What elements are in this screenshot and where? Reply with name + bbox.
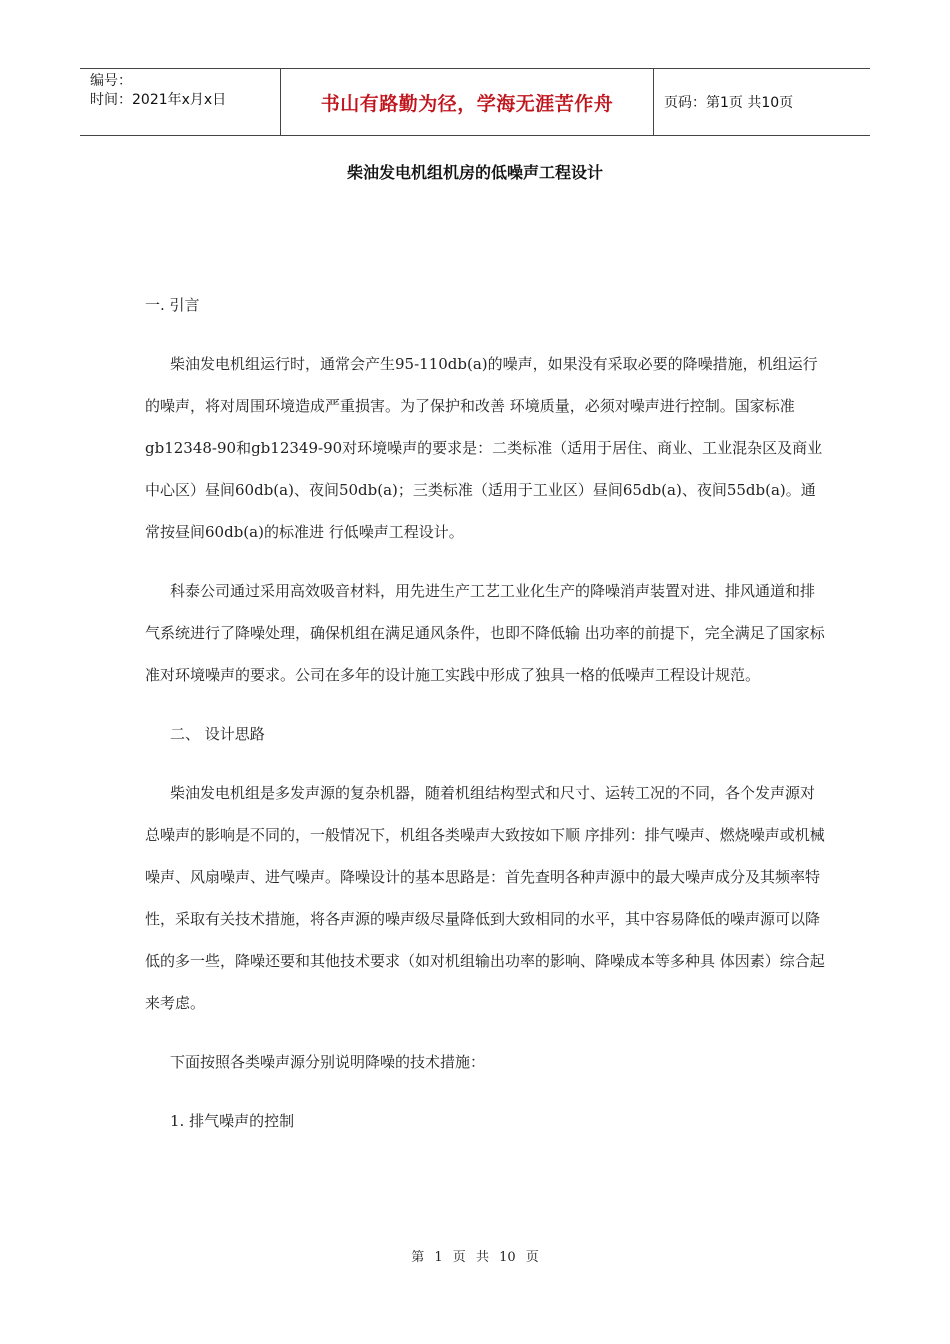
header-motto-cell	[281, 69, 654, 135]
footer-total-num: 10	[499, 1250, 516, 1265]
design-paragraph-1: 柴油发电机组是多发声源的复杂机器，随着机组结构型式和尺寸、运转工况的不同，各个发声源对总噪声的影响是不同的，一般情况下，机组各类噪声大致按如下顺 序排列：排气噪声、燃烧噪声或机械噪声、风扇噪声、进气噪声。降噪设计的基本思路是：首先查明各种声源中的最大噪声成分及其频率特性，采取有关技术措施，将各声源的噪声级尽量降低到大致相同的水平，其中容易降低的噪声源可以降低的多一些，降噪还要和其他技术要求（如对机组输出功率的影响、降噪成本等多种具 体因素）综合起来考虑。	[145, 784, 825, 1012]
document-title: 柴油发电机组机房的低噪声工程设计	[346, 163, 603, 182]
footer-page-word: 第	[411, 1250, 425, 1265]
design-paragraph-2: 下面按照各类噪声源分别说明降噪的技术措施：	[170, 1053, 486, 1071]
footer-page-num: 1	[434, 1250, 443, 1265]
footer-total-word: 共	[475, 1250, 489, 1265]
design-heading: 二、 设计思路	[170, 725, 265, 743]
time-label: 时间：2021年x月x日	[90, 92, 227, 108]
serial-label: 编号：	[90, 73, 132, 89]
page-info: 页码：第1页 共10页	[664, 95, 794, 111]
intro-paragraph-2: 科泰公司通过采用高效吸音材料，用先进生产工艺工业化生产的降噪消声装置对进、排风通道和排气系统进行了降噪处理，确保机组在满足通风条件，也即不降低输 出功率的前提下，完全满足了国家标准对环境噪声的要求。公司在多年的设计施工实践中形成了独具一格的低噪声工程设计规范。	[145, 582, 825, 684]
document-body	[145, 284, 825, 1142]
motto-text: 书山有路勤为径，学海无涯苦作舟	[320, 92, 614, 115]
document-header	[80, 68, 870, 136]
intro-paragraph-1: 柴油发电机组运行时，通常会产生95-110db(a)的噪声，如果没有采取必要的降噪措施，机组运行的噪声，将对周围环境造成严重损害。为了保护和改善 环境质量，必须对噪声进行控制。国家标准gb12348-90和gb12349-90对环境噪声的要求是：二类标准（适用于居住、商业、工业混杂区及商业中心区）昼间60db(a)、夜间50db(a)；三类标准（适用于工业区）昼间65db(a)、夜间55db(a)。通常按昼间60db(a)的标准进 行低噪声工程设计。	[145, 355, 823, 541]
intro-heading: 一. 引言	[145, 296, 200, 314]
page-footer	[0, 1246, 950, 1265]
header-meta-cell	[80, 69, 281, 135]
footer-total-unit: 页	[525, 1250, 539, 1265]
footer-page-unit: 页	[452, 1250, 466, 1265]
exhaust-noise-heading: 1. 排气噪声的控制	[170, 1112, 295, 1130]
header-page-cell	[654, 69, 870, 135]
